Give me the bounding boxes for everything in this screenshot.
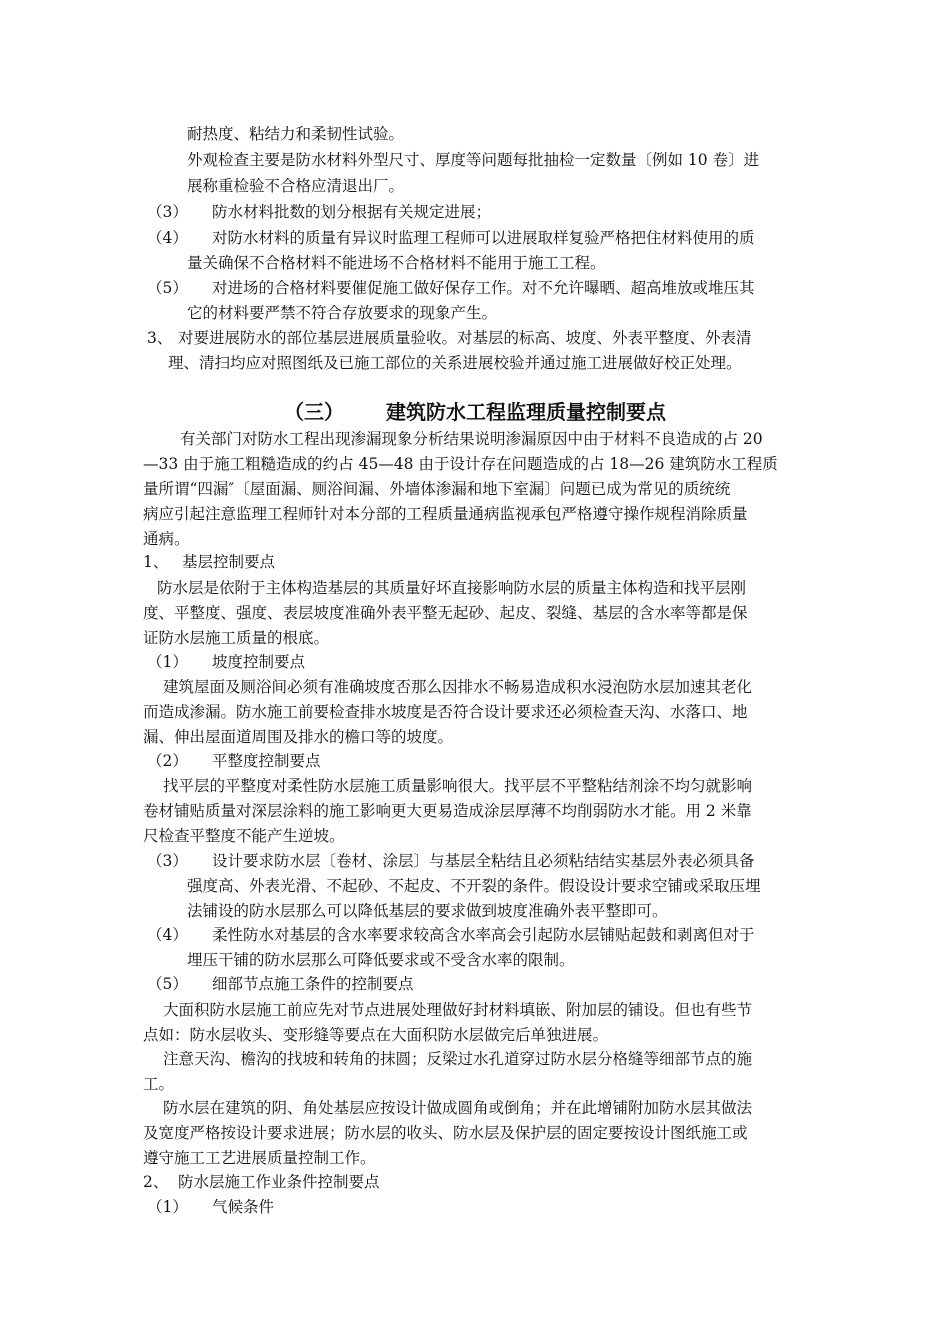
continuation-line: 外观检查主要是防水材料外型尺寸、厚度等问题每批抽检一定数量〔例如 10 卷〕进 [187, 151, 760, 169]
subheading-text: 坡度控制要点 [212, 653, 306, 671]
paragraph-line: 尺检查平整度不能产生逆坡。 [143, 827, 345, 845]
list-item-text: 法铺设的防水层那么可以降低基层的要求做到坡度准确外表平整即可。 [187, 902, 668, 920]
heading-text: 防水层施工作业条件控制要点 [178, 1173, 380, 1191]
list-item-text: 对要进展防水的部位基层进展质量验收。对基层的标高、坡度、外表平整度、外表清 [178, 329, 752, 347]
list-item-text: 理、清扫均应对照图纸及已施工部位的关系进展校验并通过施工进展做好校正处理。 [168, 354, 742, 372]
list-number: （4） [147, 926, 188, 944]
paragraph-line: 通病。 [143, 530, 190, 548]
section-title-text: 建筑防水工程监理质量控制要点 [386, 400, 666, 424]
section-title [0, 398, 950, 426]
paragraph-line: 防水层是依附于主体构造基层的其质量好坏直接影响防水层的质量主体构造和找平层刚 [157, 579, 747, 597]
continuation-line: 耐热度、粘结力和柔韧性试验。 [187, 125, 405, 143]
subheading-text: 细部节点施工条件的控制要点 [212, 975, 414, 993]
subheading-text: 平整度控制要点 [212, 752, 321, 770]
paragraph-line: 工。 [143, 1075, 175, 1093]
list-number: （3） [147, 203, 188, 221]
list-number: （3） [147, 852, 188, 870]
paragraph-line: 点如：防水层收头、变形缝等要点在大面积防水层做完后单独进展。 [143, 1026, 609, 1044]
list-number: （1） [147, 1198, 188, 1216]
list-item-text: 强度高、外表光滑、不起砂、不起皮、不开裂的条件。假设设计要求空铺或采取压埋 [187, 877, 761, 895]
list-number: 3、 [147, 329, 173, 347]
paragraph-line: 度、平整度、强度、表层坡度准确外表平整无起砂、起皮、裂缝、基层的含水率等都是保 [143, 604, 748, 622]
list-number: （5） [147, 975, 188, 993]
paragraph-line: 遵守施工工艺进展质量控制工作。 [143, 1149, 376, 1167]
list-number: （1） [147, 653, 188, 671]
list-item-text: 埋压干铺的防水层那么可降低要求或不受含水率的限制。 [187, 951, 575, 969]
heading-number: 2、 [143, 1173, 169, 1191]
heading-number: 1、 [143, 553, 169, 571]
list-item-text: 设计要求防水层〔卷材、涂层〕与基层全粘结且必须粘结结实基层外表必须具备 [212, 852, 755, 870]
paragraph-line: —33 由于施工粗糙造成的约占 45—48 由于设计存在问题造成的占 18—26 建筑防水工程质 [143, 455, 778, 473]
paragraph-line: 及宽度严格按设计要求进展；防水层的收头、防水层及保护层的固定要按设计图纸施工或 [143, 1124, 748, 1142]
continuation-line: 展称重检验不合格应清退出厂。 [187, 177, 405, 195]
list-item-text: 量关确保不合格材料不能进场不合格材料不能用于施工工程。 [187, 254, 606, 272]
subheading-text: 气候条件 [212, 1198, 275, 1216]
list-number: （2） [147, 752, 188, 770]
heading-text: 基层控制要点 [182, 553, 276, 571]
paragraph-line: 证防水层施工质量的根底。 [143, 629, 330, 647]
paragraph-line: 有关部门对防水工程出现渗漏现象分析结果说明渗漏原因中由于材料不良造成的占 20 [180, 430, 763, 448]
list-item-text: 柔性防水对基层的含水率要求较高含水率高会引起防水层铺贴起鼓和剥离但对于 [212, 926, 755, 944]
list-item-text: 它的材料要严禁不符合存放要求的现象产生。 [187, 304, 498, 322]
list-item-text: 防水材料批数的划分根据有关规定进展； [212, 203, 492, 221]
list-item-text: 对进场的合格材料要催促施工做好保存工作。对不允许曝晒、超高堆放或堆压其 [212, 279, 755, 297]
paragraph-line: 卷材铺贴质量对深层涂料的施工影响更大更易造成涂层厚薄不均削弱防水才能。用 2 米靠 [143, 802, 752, 820]
paragraph-line: 大面积防水层施工前应先对节点进展处理做好封材料填嵌、附加层的铺设。但也有些节 [163, 1001, 753, 1019]
paragraph-line: 防水层在建筑的阴、角处基层应按设计做成圆角或倒角；并在此增铺附加防水层其做法 [163, 1099, 753, 1117]
paragraph-line: 病应引起注意监理工程师针对本分部的工程质量通病监视承包严格遵守操作规程消除质量 [143, 505, 748, 523]
list-number: （5） [147, 279, 188, 297]
paragraph-line: 找平层的平整度对柔性防水层施工质量影响很大。找平层不平整粘结剂涂不均匀就影响 [163, 777, 753, 795]
paragraph-line: 漏、伸出屋面道周围及排水的檐口等的坡度。 [143, 728, 454, 746]
paragraph-line: 量所谓“四漏″〔屋面漏、厕浴间漏、外墙体渗漏和地下室漏〕问题已成为常见的质统统 [143, 480, 731, 498]
list-item-text: 对防水材料的质量有异议时监理工程师可以进展取样复验严格把住材料使用的质 [212, 229, 755, 247]
list-number: （4） [147, 229, 188, 247]
paragraph-line: 建筑屋面及厕浴间必须有准确坡度否那么因排水不畅易造成积水浸泡防水层加速其老化 [163, 678, 753, 696]
paragraph-line: 而造成渗漏。防水施工前要检查排水坡度是否符合设计要求还必须检查天沟、水落口、地 [143, 703, 748, 721]
paragraph-line: 注意天沟、檐沟的找坡和转角的抹圆；反梁过水孔道穿过防水层分格缝等细部节点的施 [163, 1050, 753, 1068]
section-number: （三） [284, 400, 344, 424]
